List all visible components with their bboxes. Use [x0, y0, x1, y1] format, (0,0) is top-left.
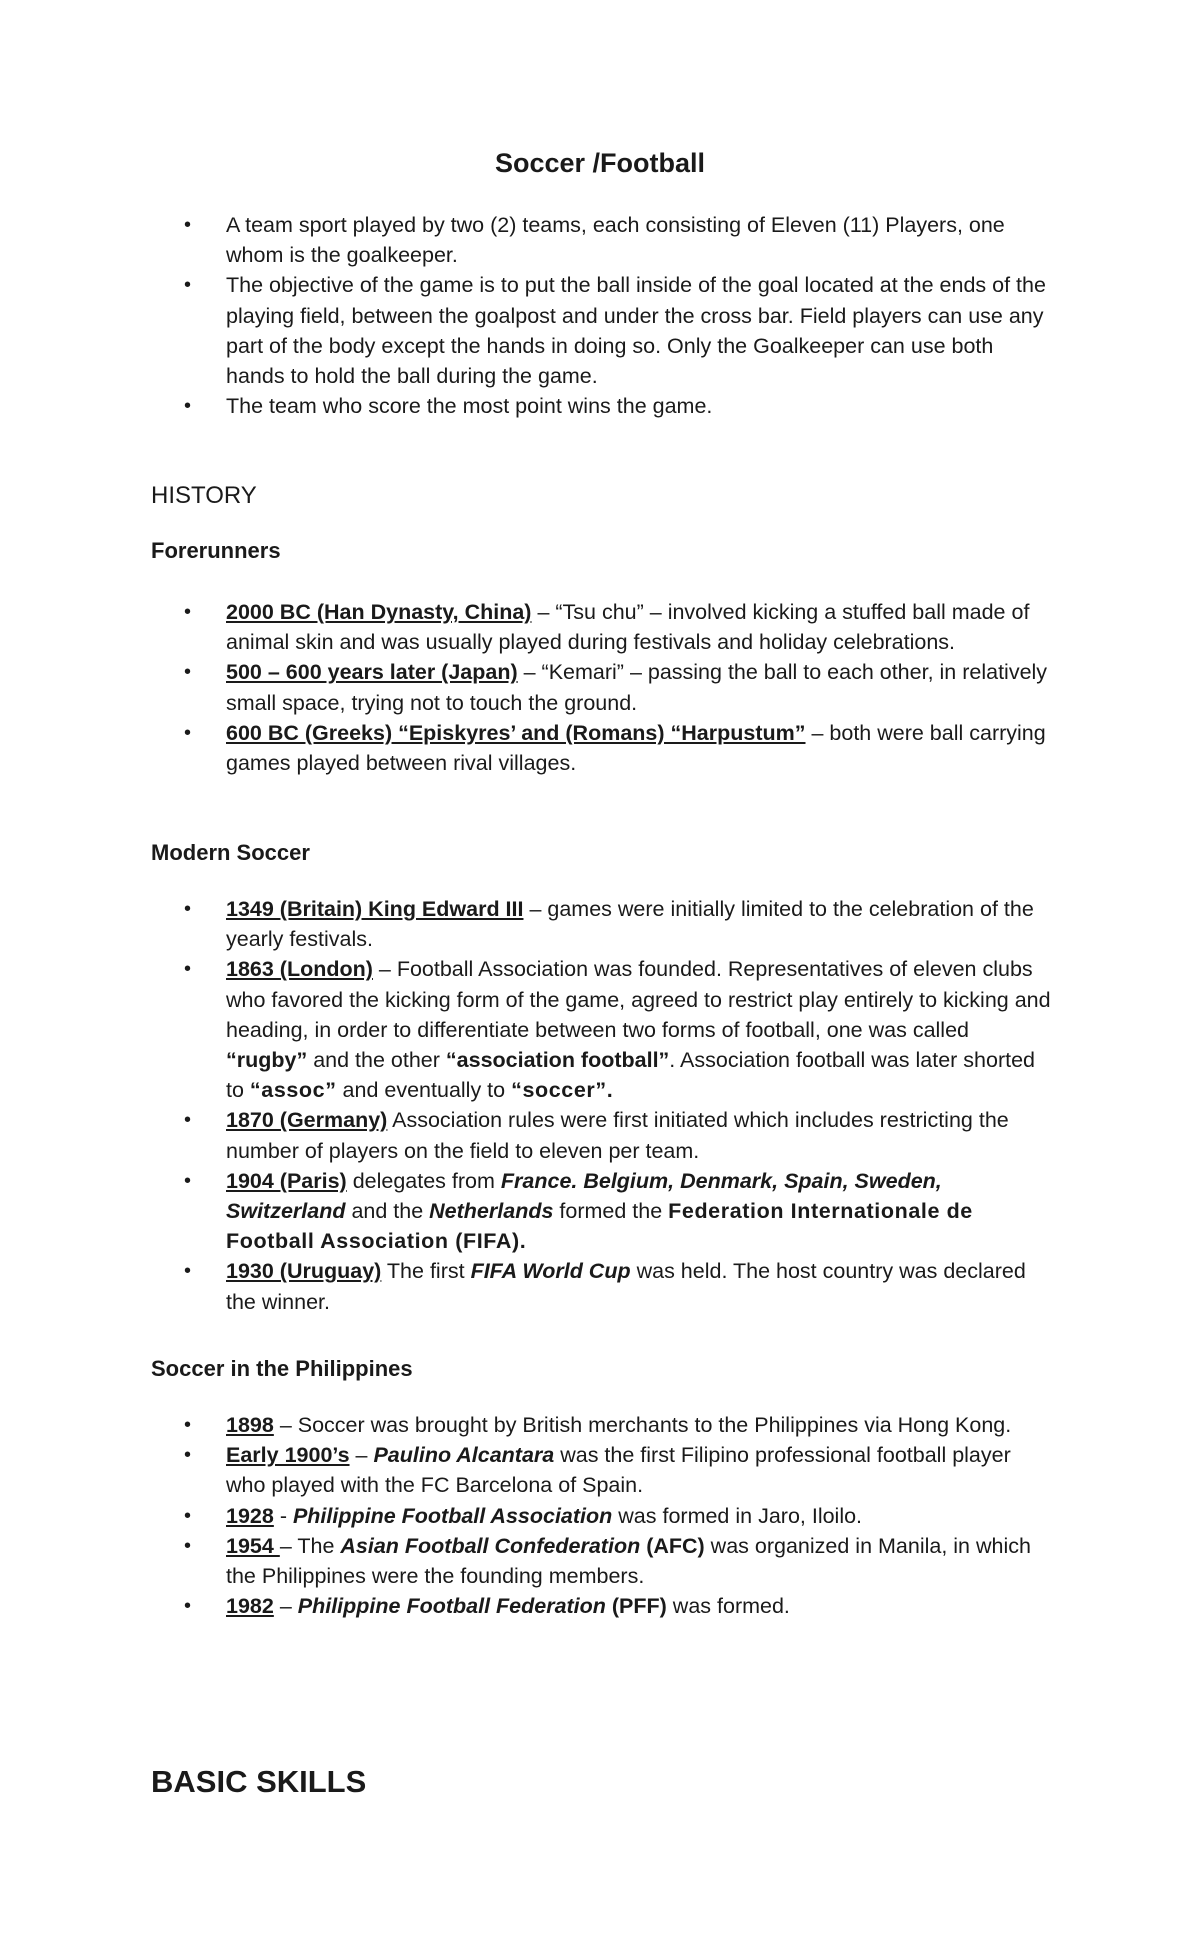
entry-label: 1898 — [226, 1413, 274, 1437]
entry-text: and eventually to — [336, 1078, 512, 1103]
bullet-icon: • — [184, 1444, 192, 1467]
list-item — [0, 954, 1056, 1105]
netherlands: Netherlands — [429, 1199, 554, 1224]
list-item — [0, 1501, 1056, 1531]
list-item — [0, 894, 1056, 954]
term-assoc: “assoc” — [249, 1078, 337, 1103]
bullet-icon: • — [184, 1109, 192, 1132]
entry-text: formed the — [553, 1199, 669, 1224]
bullet-icon: • — [184, 958, 192, 981]
entry-text: – — [273, 1594, 298, 1619]
organization-name: Philippine Football Association — [292, 1503, 613, 1528]
list-item — [0, 210, 1056, 270]
entry-label: 1904 (Paris) — [226, 1168, 347, 1193]
entry-text: – both were ball carrying games played between rival villages. — [226, 720, 1046, 776]
modern-soccer-heading: Modern Soccer — [151, 840, 310, 865]
entry-label: 1982 — [226, 1594, 274, 1619]
fifa-name: Federation Internationale de Football Association (FIFA). — [226, 1199, 973, 1254]
entry-text: was organized in Manila, in which the Philippines were the founding members. — [226, 1533, 1031, 1589]
entry-text: delegates from — [346, 1168, 501, 1193]
bullet-icon: • — [184, 898, 192, 920]
history-heading: HISTORY — [151, 482, 257, 509]
bullet-icon: • — [184, 274, 192, 297]
entry-label: 1954 — [226, 1533, 280, 1558]
countries-list: France. Belgium, Denmark, Spain, Sweden, Switzerland — [226, 1168, 942, 1224]
list-item — [0, 1531, 1056, 1591]
list-item — [0, 718, 1056, 778]
entry-label: 2000 BC (Han Dynasty, China) — [226, 600, 532, 624]
entry-text: The first — [381, 1259, 471, 1284]
organization-abbr: (AFC) — [640, 1533, 705, 1558]
entry-label: Early 1900’s — [226, 1443, 350, 1468]
list-item — [0, 597, 1056, 657]
intro-text-3: The team who score the most point wins the game. — [226, 394, 713, 419]
organization-name: Philippine Football Federation — [297, 1594, 606, 1619]
entry-text: was formed. — [666, 1594, 790, 1619]
list-item — [0, 391, 1056, 421]
philippines-list — [0, 1410, 1056, 1621]
entry-label: 1930 (Uruguay) — [226, 1259, 382, 1284]
list-item — [0, 1440, 1056, 1500]
person-name: Paulino Alcantara — [373, 1443, 555, 1468]
entry-label: 1928 — [226, 1503, 274, 1528]
entry-text: was formed in Jaro, Iloilo. — [612, 1503, 863, 1528]
world-cup: FIFA World Cup — [470, 1259, 631, 1284]
entry-label: 500 – 600 years later (Japan) — [226, 660, 518, 685]
bullet-icon: • — [184, 395, 192, 418]
term-soccer: “soccer”. — [511, 1078, 614, 1103]
basic-skills-heading: BASIC SKILLS — [151, 1764, 367, 1799]
forerunners-list — [0, 597, 1056, 778]
entry-text: – The — [279, 1533, 341, 1558]
list-item — [0, 1256, 1056, 1316]
entry-label: 1870 (Germany) — [226, 1108, 388, 1133]
page-title: Soccer /Football — [494, 148, 706, 178]
philippines-heading: Soccer in the Philippines — [151, 1356, 413, 1381]
bullet-icon: • — [184, 214, 192, 236]
bullet-icon: • — [184, 601, 192, 623]
bullet-icon: • — [184, 1169, 192, 1192]
entry-text: and the other — [307, 1048, 446, 1073]
entry-text: – Soccer was brought by British merchants to the Philippines via Hong Kong. — [273, 1413, 1012, 1437]
entry-text: Association rules were first initiated which includes restricting the number of players on the field to eleven per team. — [226, 1108, 1009, 1163]
list-item — [0, 1166, 1056, 1257]
entry-label: 1349 (Britain) King Edward III — [226, 897, 524, 921]
entry-text: – — [349, 1443, 374, 1468]
intro-text-1: A team sport played by two (2) teams, each consisting of Eleven (11) Players, one whom is the goalkeeper. — [226, 213, 1005, 268]
modern-soccer-list — [0, 894, 1056, 1317]
entry-label: 600 BC (Greeks) “Episkyres’ and (Romans) “Harpustum” — [226, 720, 806, 745]
bullet-icon: • — [184, 1260, 192, 1283]
term-association-football: “association football” — [445, 1048, 670, 1073]
list-item — [0, 1591, 1056, 1621]
entry-label: 1863 (London) — [226, 957, 373, 982]
intro-list — [0, 210, 1056, 421]
organization-abbr: (PFF) — [605, 1594, 667, 1619]
entry-text: and the — [345, 1199, 430, 1224]
organization-name: Asian Football Confederation — [340, 1533, 641, 1558]
entry-text: – “Kemari” – passing the ball to each other, in relatively small space, trying not to touch the ground. — [226, 660, 1048, 715]
entry-text: was held. The host country was declared the winner. — [226, 1259, 1026, 1314]
list-item — [0, 657, 1056, 717]
bullet-icon: • — [184, 721, 192, 744]
bullet-icon: • — [184, 1534, 192, 1557]
bullet-icon: • — [184, 1414, 192, 1436]
bullet-icon: • — [184, 661, 192, 684]
entry-text: – Football Association was founded. Representatives of eleven clubs who favored the kicking form of the game, agreed to restrict play entirely to kicking and heading, in order to differentiate between two forms of football, one was called — [226, 957, 1051, 1042]
list-item — [0, 270, 1056, 391]
list-item — [0, 1410, 1056, 1440]
forerunners-heading: Forerunners — [151, 538, 281, 563]
entry-text: – “Tsu chu” – involved kicking a stuffed ball made of animal skin and was usually played during festivals and holiday celebrations. — [226, 600, 1030, 655]
entry-text: - — [273, 1503, 293, 1528]
list-item — [0, 1105, 1056, 1165]
bullet-icon: • — [184, 1595, 192, 1618]
entry-text: – games were initially limited to the celebration of the yearly festivals. — [226, 897, 1034, 952]
entry-text: was the first Filipino professional football player who played with the FC Barcelona of Spain. — [226, 1443, 1011, 1498]
bullet-icon: • — [184, 1504, 192, 1527]
entry-text: . Association football was later shorted to — [226, 1048, 1035, 1103]
intro-text-2: The objective of the game is to put the ball inside of the goal located at the ends of the playing field, between the goalpost and under the cross bar. Field players can use any part of the body except the hands in doing so. Only the Goalkeeper can use both hands to hold the ball during the game. — [226, 273, 1046, 389]
term-rugby: “rugby” — [226, 1048, 308, 1073]
